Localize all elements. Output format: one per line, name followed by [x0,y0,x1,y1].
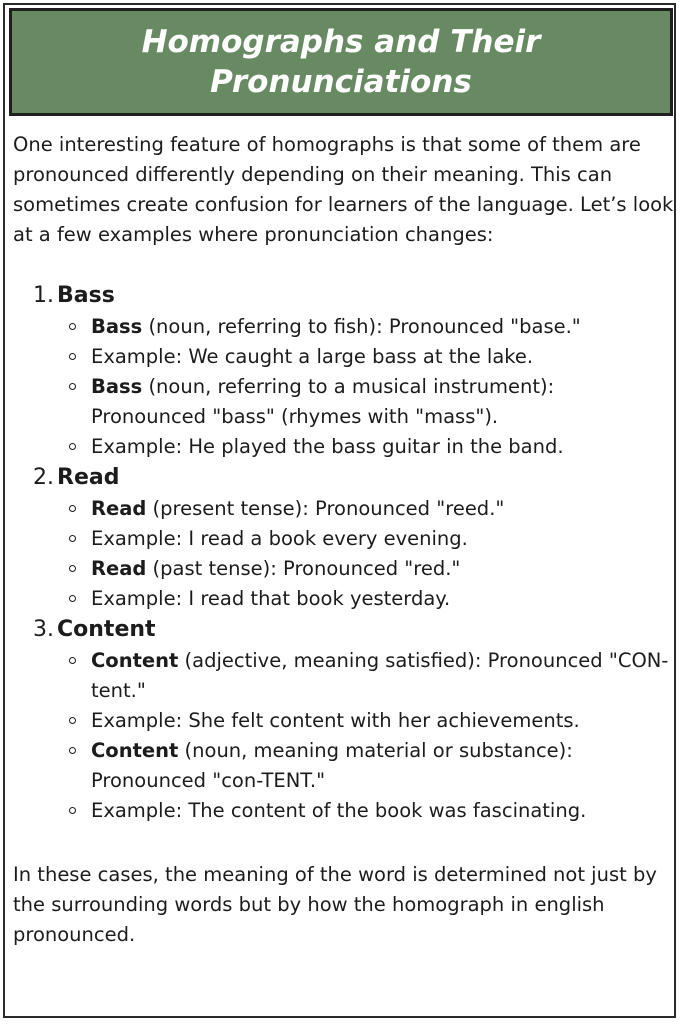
item-number: 3. [33,617,54,642]
homograph-word: Content [57,617,156,642]
circle-bullet-icon [69,383,76,390]
list-item [67,432,675,462]
circle-bullet-icon [69,443,76,450]
circle-bullet-icon [69,595,76,602]
list-item [67,736,675,796]
homograph-heading [33,280,675,312]
list-item [67,312,675,342]
term-bold: Bass [91,315,143,338]
homograph-list [13,280,675,826]
list-item [67,342,675,372]
sub-list [33,646,675,826]
list-item [67,554,675,584]
list-item [67,372,675,432]
intro-paragraph: One interesting feature of homographs is that some of them are pronounced differently depending on their meaning. This can sometimes create confusion for learners of the language. Let’s look at a few examples where pronunciation changes: [13,133,674,246]
list-item [67,584,675,614]
homograph-item [33,614,675,826]
circle-bullet-icon [69,505,76,512]
circle-bullet-icon [69,535,76,542]
page-title: Homographs and Their Pronunciations [141,24,541,100]
item-text: (present tense): Pronounced "reed." [146,497,505,520]
circle-bullet-icon [69,565,76,572]
item-text: (adjective, meaning satisfied): Pronounced "CON-tent." [91,649,669,702]
homograph-item [33,280,675,462]
list-item [67,524,675,554]
term-bold: Read [91,557,147,580]
circle-bullet-icon [69,657,76,664]
item-text: (noun, referring to fish): Pronounced "base." [142,315,581,338]
title-banner [9,8,673,116]
list-item [67,646,675,706]
homograph-word: Bass [57,283,115,308]
term-bold: Read [91,497,147,520]
list-item [67,796,675,826]
item-text: Example: I read a book every evening. [91,527,468,550]
closing-paragraph: In these cases, the meaning of the word is determined not just by the surrounding words but by how the homograph in english pronounced. [13,863,657,946]
item-text: Example: He played the bass guitar in the band. [91,435,564,458]
term-bold: Content [91,739,179,762]
circle-bullet-icon [69,747,76,754]
item-text: (noun, referring to a musical instrument): Pronounced "bass" (rhymes with "mass"). [91,375,555,428]
list-item [67,494,675,524]
item-text: (noun, meaning material or substance): Pronounced "con-TENT." [91,739,573,792]
circle-bullet-icon [69,323,76,330]
term-bold: Bass [91,375,143,398]
homograph-item [33,462,675,614]
item-text: (past tense): Pronounced "red." [146,557,461,580]
circle-bullet-icon [69,717,76,724]
item-text: Example: We caught a large bass at the lake. [91,345,534,368]
homograph-heading [33,462,675,494]
item-number: 1. [33,283,54,308]
circle-bullet-icon [69,807,76,814]
circle-bullet-icon [69,353,76,360]
item-text: Example: I read that book yesterday. [91,587,451,610]
item-text: Example: She felt content with her achievements. [91,709,580,732]
item-number: 2. [33,465,54,490]
sub-list [33,494,675,614]
content-area [13,130,675,950]
homograph-word: Read [57,465,120,490]
sub-list [33,312,675,462]
item-text: Example: The content of the book was fascinating. [91,799,587,822]
homograph-heading [33,614,675,646]
list-item [67,706,675,736]
term-bold: Content [91,649,179,672]
